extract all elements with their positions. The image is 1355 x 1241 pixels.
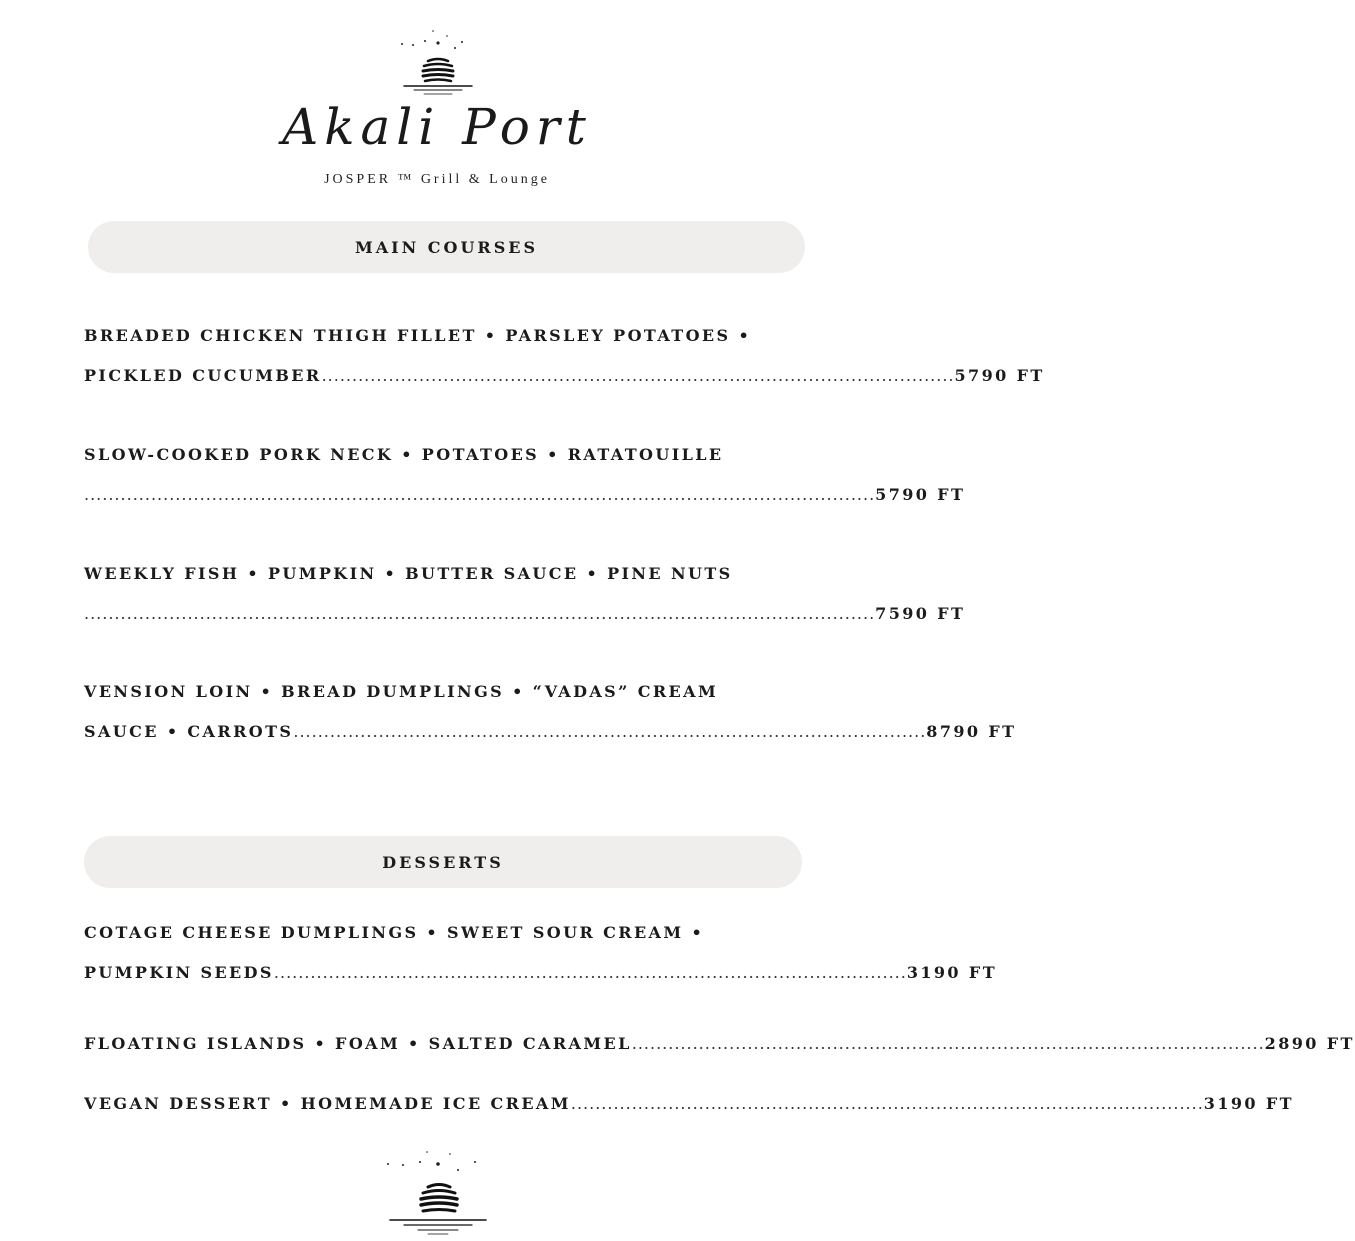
item-description-cont: SAUCE • CARROTS bbox=[84, 722, 294, 741]
dot-leader: ........................................................................................................ bbox=[570, 1094, 1204, 1113]
item-price: 3190 FT bbox=[906, 963, 997, 982]
brand-name: Akali Port bbox=[282, 98, 592, 156]
section-header-desserts bbox=[84, 836, 802, 888]
brand-subtitle: JOSPER ™ Grill & Lounge bbox=[324, 172, 550, 187]
item-price: 5790 FT bbox=[875, 485, 966, 504]
dot-leader: ........................................................................................................ bbox=[631, 1034, 1265, 1053]
item-description-cont: PUMPKIN SEEDS bbox=[84, 963, 274, 982]
section-header-main-courses bbox=[88, 221, 805, 273]
menu-item bbox=[84, 913, 997, 993]
dot-leader: .................................................................................................................................. bbox=[84, 485, 876, 504]
item-description: SLOW-COOKED PORK NECK • POTATOES • RATATOUILLE bbox=[84, 445, 724, 464]
section-title: DESSERTS bbox=[382, 852, 504, 872]
item-price: 5790 FT bbox=[954, 366, 1045, 385]
item-description: COTAGE CHEESE DUMPLINGS • SWEET SOUR CREAM • bbox=[84, 923, 705, 942]
item-description: WEEKLY FISH • PUMPKIN • BUTTER SAUCE • PINE NUTS bbox=[84, 564, 733, 583]
menu-item bbox=[84, 554, 966, 634]
item-price: 2890 FT bbox=[1264, 1034, 1355, 1053]
dot-leader: .................................................................................................................................. bbox=[84, 604, 876, 623]
section-title: MAIN COURSES bbox=[354, 237, 539, 257]
item-description: VEGAN DESSERT • HOMEMADE ICE CREAM bbox=[84, 1094, 571, 1113]
menu-item bbox=[84, 672, 1017, 752]
menu-item bbox=[84, 435, 966, 515]
item-description: VENSION LOIN • BREAD DUMPLINGS • “VADAS” CREAM bbox=[84, 682, 719, 701]
sunset-logo-icon bbox=[0, 1150, 874, 1238]
item-description: BREADED CHICKEN THIGH FILLET • PARSLEY POTATOES • bbox=[84, 326, 752, 345]
menu-item bbox=[84, 1024, 1355, 1064]
item-price: 7590 FT bbox=[875, 604, 966, 623]
item-price: 3190 FT bbox=[1203, 1094, 1294, 1113]
dot-leader: ........................................................................................................ bbox=[273, 963, 907, 982]
sunset-logo-icon bbox=[0, 28, 874, 98]
menu-item bbox=[84, 1084, 1294, 1124]
item-description: FLOATING ISLANDS • FOAM • SALTED CARAMEL bbox=[84, 1034, 632, 1053]
dot-leader: ........................................................................................................ bbox=[321, 366, 955, 385]
dot-leader: ........................................................................................................ bbox=[293, 722, 927, 741]
item-price: 8790 FT bbox=[926, 722, 1017, 741]
item-description-cont: PICKLED CUCUMBER bbox=[84, 366, 322, 385]
menu-item bbox=[84, 316, 1045, 396]
